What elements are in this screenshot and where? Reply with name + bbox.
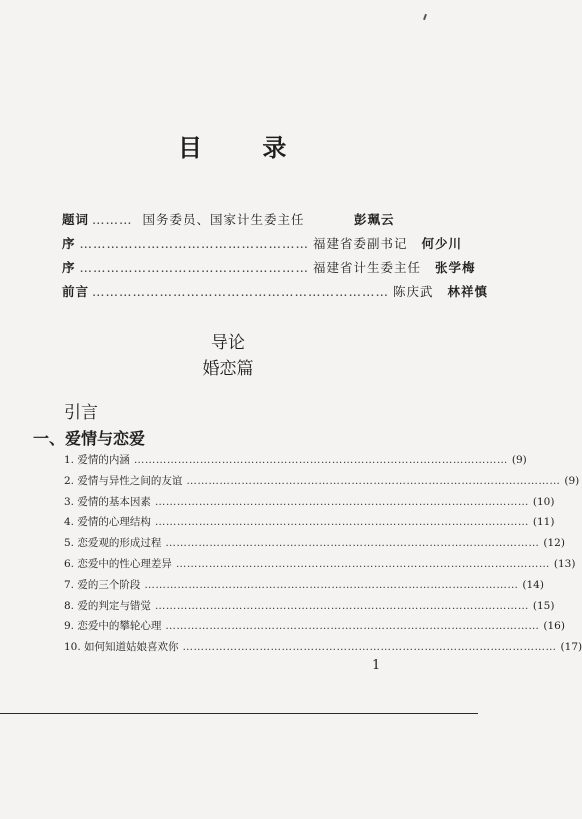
page-title: 目 录: [178, 134, 313, 162]
toc-entry: [64, 535, 565, 556]
toc-entry-title: 4. 爱情的心理结构: [64, 516, 151, 529]
dot-leader: …………………………………………………………………………………………: [154, 495, 529, 508]
dot-leader: …………………………………………………………………………………………: [165, 537, 540, 550]
page-number: 1: [372, 658, 381, 673]
dot-leader: …………………………………………………………………………………………: [154, 516, 529, 529]
toc-entry: [64, 577, 544, 598]
toc-entry: [64, 556, 576, 577]
front-matter-row: [62, 282, 489, 302]
toc-entry: [64, 473, 580, 494]
dot-leader: …………………………………………………………………………………………: [154, 599, 529, 612]
toc-entry-page: (10): [532, 495, 555, 508]
toc-entry: [64, 618, 565, 639]
toc-entry-title: 5. 恋爱观的形成过程: [64, 537, 162, 550]
toc-entry-page: (11): [532, 516, 555, 529]
toc-entry-title: 3. 爱情的基本因素: [64, 495, 151, 508]
front-matter-label: 序: [62, 236, 76, 251]
toc-entry-page: (14): [522, 578, 544, 591]
front-matter-author: 何少川: [421, 236, 463, 251]
dot-leader: ………: [92, 212, 133, 227]
page-divider: [0, 713, 478, 714]
front-matter-author: 张学梅: [435, 260, 476, 275]
dot-leader: …………………………………………………………………………………………: [175, 557, 550, 570]
toc-entry: [64, 494, 555, 515]
scan-mark: [423, 14, 427, 20]
front-matter-author: 林祥慎: [447, 284, 489, 299]
toc-entry-page: (13): [553, 557, 576, 570]
front-matter-author: 彭珮云: [354, 212, 395, 227]
toc-entry-page: (9): [564, 474, 580, 487]
dot-leader: …………………………………………………………………………………………: [165, 620, 540, 633]
front-matter-label: 前言: [62, 284, 90, 299]
dot-leader: …………………………………………………………………………………………: [186, 474, 561, 487]
front-matter-label: 题词: [62, 212, 90, 227]
toc-entry-title: 8. 爱的判定与错觉: [64, 599, 151, 612]
toc-entry-title: 7. 爱的三个阶段: [64, 578, 141, 591]
toc-entry-title: 1. 爱情的内涵: [64, 454, 130, 466]
part-subheading: 婚恋篇: [202, 359, 254, 379]
front-matter-label: 序: [62, 260, 76, 275]
front-matter-row: [62, 234, 463, 254]
toc-entry-title: 2. 爱情与异性之间的友谊: [64, 474, 183, 487]
front-matter-title: 陈庆武: [393, 284, 434, 299]
front-matter-title: 福建省委副书记: [313, 236, 408, 251]
toc-entry-page: (17): [560, 641, 582, 654]
toc-entry-title: 6. 恋爱中的性心理差异: [64, 557, 172, 570]
dot-leader: …………………………………………………………………………………………: [133, 454, 508, 466]
toc-entry-page: (12): [543, 537, 565, 550]
toc-entry: [64, 598, 555, 619]
front-matter-row: [62, 258, 476, 278]
dot-leader: …………………………………………………………………………………………: [144, 578, 519, 591]
chapter-heading: 一、爱情与恋爱: [33, 429, 146, 448]
toc-entry-page: (9): [511, 454, 527, 466]
toc-entry-page: (16): [543, 620, 565, 633]
toc-entry: [64, 514, 555, 535]
dot-leader: ……………………………………………: [79, 236, 310, 251]
toc-entry-page: (15): [532, 599, 555, 612]
toc-entry: [64, 639, 582, 660]
dot-leader: …………………………………………………………………………………………: [182, 641, 557, 654]
front-matter-row: [62, 210, 410, 230]
toc-list: [64, 452, 582, 660]
part-heading: 导论: [211, 333, 245, 353]
toc-entry-title: 10. 如何知道姑娘喜欢你: [64, 641, 179, 654]
toc-entry: [64, 452, 527, 473]
dot-leader: …………………………………………………………: [92, 284, 389, 299]
front-matter-title: 国务委员、国家计生委主任: [142, 212, 305, 227]
toc-entry-title: 9. 恋爱中的攀轮心理: [64, 620, 162, 633]
dot-leader: ……………………………………………: [79, 260, 310, 275]
front-matter-title: 福建省计生委主任: [313, 260, 422, 275]
intro-heading: 引言: [64, 403, 98, 423]
